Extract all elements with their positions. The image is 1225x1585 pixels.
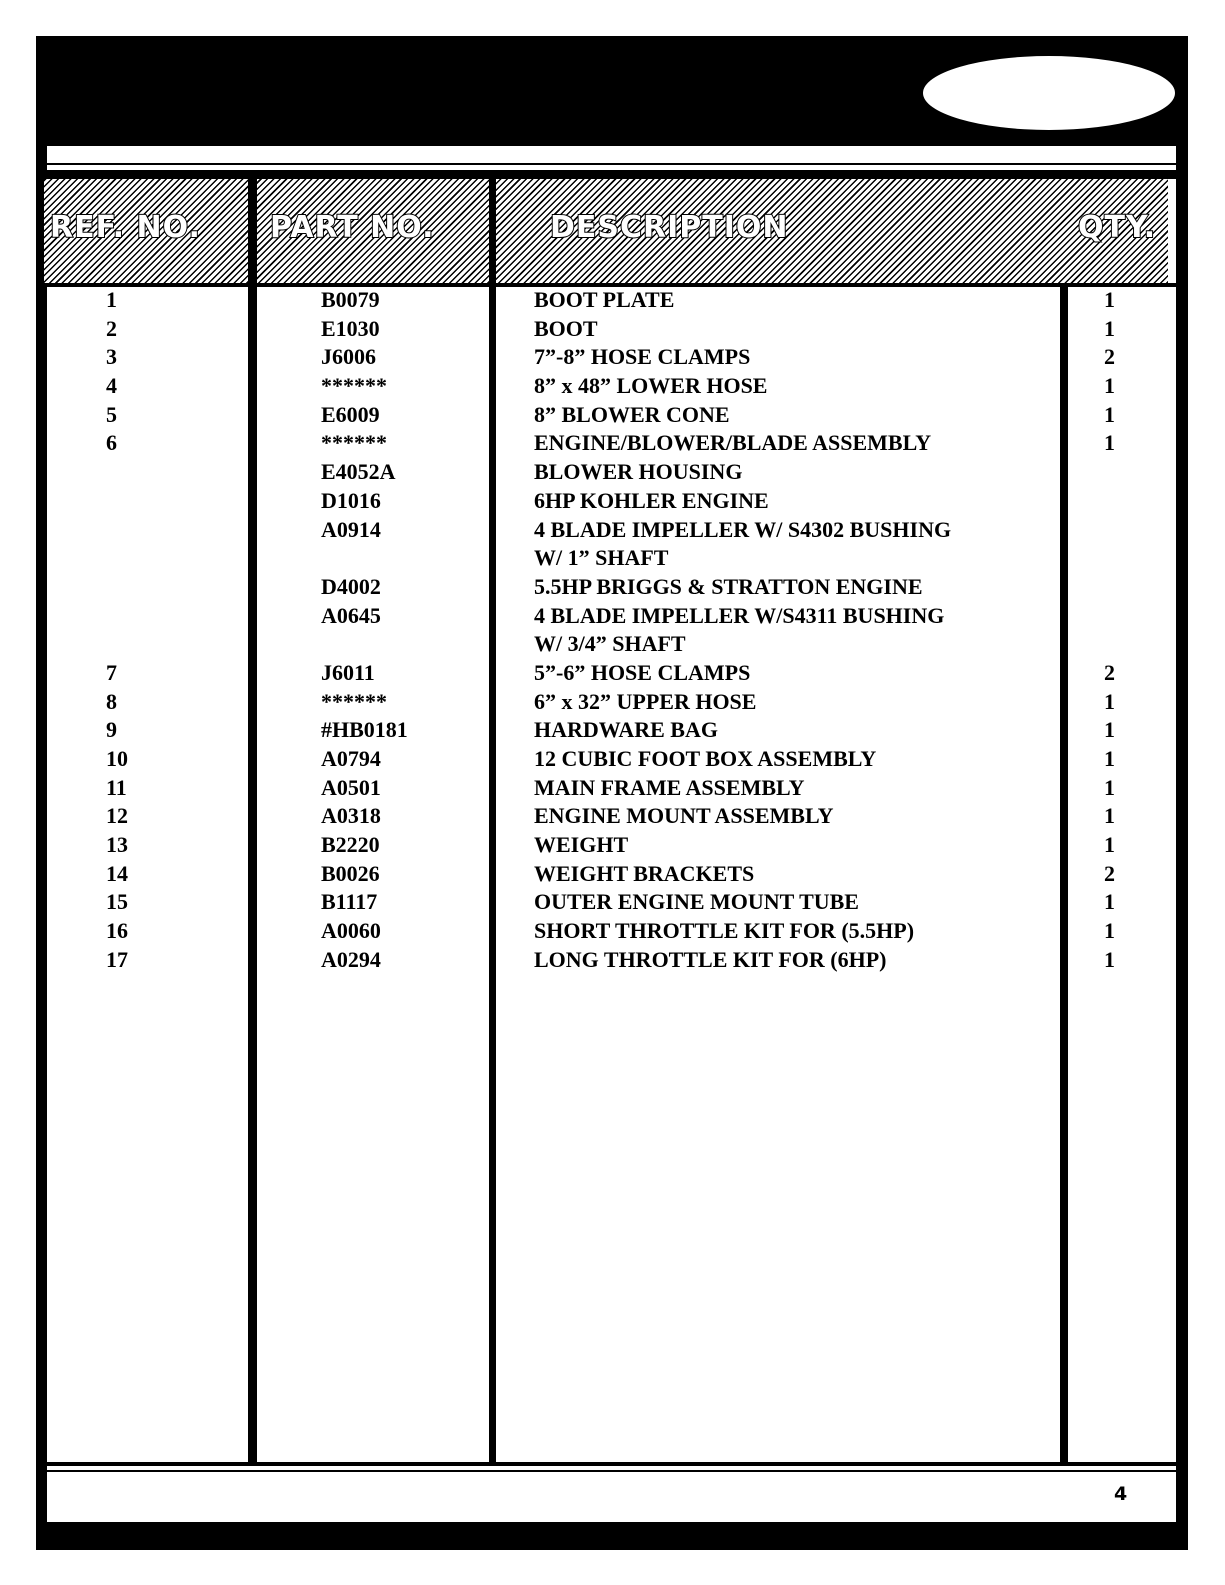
table-row (0, 458, 1225, 487)
ref-no-cell: 17 (106, 946, 128, 972)
ref-no-cell: 2 (106, 315, 117, 341)
description-cell: 12 CUBIC FOOT BOX ASSEMBLY (534, 746, 877, 771)
ref-no-cell: 9 (106, 717, 117, 743)
qty-cell: 1 (1104, 774, 1115, 800)
table-row (0, 659, 1225, 688)
table-row (0, 315, 1225, 344)
top-rule-thick (47, 170, 1176, 179)
ref-no-cell: 14 (106, 860, 128, 886)
table-row (0, 602, 1225, 631)
part-no-cell: B2220 (321, 832, 380, 858)
ref-no-cell: 8 (106, 688, 117, 714)
description-cell: 7”-8” HOSE CLAMPS (534, 344, 751, 370)
part-no-cell: J6011 (321, 659, 375, 685)
part-no-cell: ****** (321, 430, 387, 456)
table-row (0, 343, 1225, 372)
part-no-cell: A0501 (321, 774, 381, 800)
part-no-cell: D1016 (321, 487, 381, 513)
qty-cell: 1 (1104, 373, 1115, 399)
qty-cell: 1 (1104, 430, 1115, 456)
description-cell: 5.5HP BRIGGS & STRATTON ENGINE (534, 573, 923, 599)
ref-no-cell: 11 (106, 774, 127, 800)
qty-cell: 1 (1104, 746, 1115, 771)
part-no-cell: #HB0181 (321, 717, 408, 743)
ref-no-cell: 1 (106, 287, 117, 312)
ref-no-cell: 6 (106, 430, 117, 456)
table-row (0, 516, 1225, 545)
description-cell: 6HP KOHLER ENGINE (534, 487, 769, 513)
ref-no-cell: 4 (106, 373, 117, 399)
header-qty: QTY. (1078, 210, 1157, 245)
description-cell: WEIGHT BRACKETS (534, 860, 755, 886)
description-cell: 6” x 32” UPPER HOSE (534, 688, 757, 714)
part-no-cell: B0026 (321, 860, 380, 886)
ref-no-cell: 10 (106, 746, 128, 771)
table-row (0, 573, 1225, 602)
description-cell: 8” x 48” LOWER HOSE (534, 373, 768, 399)
table-bottom-rule (47, 1462, 1176, 1466)
qty-cell: 1 (1104, 832, 1115, 858)
part-no-cell: ****** (321, 688, 387, 714)
description-cell: MAIN FRAME ASSEMBLY (534, 774, 805, 800)
page-number: 4 (1114, 1483, 1128, 1505)
qty-cell: 1 (1104, 287, 1115, 312)
part-no-cell: E1030 (321, 315, 380, 341)
header-description: DESCRIPTION (550, 210, 789, 245)
table-row (0, 946, 1225, 975)
description-cell: 4 BLADE IMPELLER W/ S4302 BUSHING (534, 516, 952, 542)
header-ref-no: REF. NO. (50, 210, 201, 245)
table-row (0, 802, 1225, 831)
header-part-no: PART NO. (270, 210, 435, 245)
ref-no-cell: 12 (106, 803, 128, 829)
description-cell: LONG THROTTLE KIT FOR (6HP) (534, 946, 887, 972)
ref-no-cell: 15 (106, 889, 128, 915)
title-oval (918, 51, 1180, 135)
table-row (0, 630, 1225, 659)
description-cell: W/ 3/4” SHAFT (534, 631, 686, 657)
qty-cell: 2 (1104, 860, 1115, 886)
part-no-cell: B0079 (321, 287, 380, 312)
part-no-cell: J6006 (321, 344, 376, 370)
table-row (0, 286, 1225, 315)
description-cell: BLOWER HOUSING (534, 459, 743, 485)
table-row (0, 716, 1225, 745)
part-no-cell: A0914 (321, 516, 381, 542)
description-cell: ENGINE/BLOWER/BLADE ASSEMBLY (534, 430, 932, 456)
part-no-cell: D4002 (321, 573, 381, 599)
qty-cell: 2 (1104, 659, 1115, 685)
description-cell: 4 BLADE IMPELLER W/S4311 BUSHING (534, 602, 945, 628)
description-cell: HARDWARE BAG (534, 717, 718, 743)
table-row (0, 372, 1225, 401)
part-no-cell: B1117 (321, 889, 378, 915)
part-no-cell: ****** (321, 373, 387, 399)
table-row (0, 860, 1225, 889)
description-cell: ENGINE MOUNT ASSEMBLY (534, 803, 834, 829)
qty-cell: 1 (1104, 918, 1115, 944)
table-row (0, 401, 1225, 430)
qty-cell: 1 (1104, 688, 1115, 714)
table-row (0, 429, 1225, 458)
table-row (0, 487, 1225, 516)
qty-cell: 1 (1104, 803, 1115, 829)
part-no-cell: A0645 (321, 602, 381, 628)
table-row (0, 544, 1225, 573)
qty-cell: 1 (1104, 401, 1115, 427)
part-no-cell: A0318 (321, 803, 381, 829)
ref-no-cell: 13 (106, 832, 128, 858)
table-row (0, 688, 1225, 717)
parts-table (0, 286, 1225, 975)
description-cell: BOOT (534, 315, 598, 341)
qty-cell: 2 (1104, 344, 1115, 370)
table-row (0, 745, 1225, 774)
part-no-cell: E4052A (321, 459, 396, 485)
ref-no-cell: 16 (106, 918, 128, 944)
bottom-rule-thin (47, 1470, 1176, 1472)
ref-no-cell: 5 (106, 401, 117, 427)
ref-no-cell: 3 (106, 344, 117, 370)
description-cell: OUTER ENGINE MOUNT TUBE (534, 889, 859, 915)
table-row (0, 831, 1225, 860)
description-cell: BOOT PLATE (534, 287, 675, 312)
table-row (0, 774, 1225, 803)
ref-no-cell: 7 (106, 659, 117, 685)
qty-cell: 1 (1104, 717, 1115, 743)
table-row (0, 917, 1225, 946)
description-cell: SHORT THROTTLE KIT FOR (5.5HP) (534, 918, 915, 944)
description-cell: 5”-6” HOSE CLAMPS (534, 659, 751, 685)
part-no-cell: A0060 (321, 918, 381, 944)
description-cell: WEIGHT (534, 832, 629, 858)
description-cell: 8” BLOWER CONE (534, 401, 730, 427)
qty-cell: 1 (1104, 946, 1115, 972)
part-no-cell: E6009 (321, 401, 380, 427)
top-rule-thin (47, 163, 1176, 165)
part-no-cell: A0294 (321, 946, 381, 972)
description-cell: W/ 1” SHAFT (534, 545, 669, 571)
table-row (0, 888, 1225, 917)
qty-cell: 1 (1104, 315, 1115, 341)
part-no-cell: A0794 (321, 746, 381, 771)
qty-cell: 1 (1104, 889, 1115, 915)
